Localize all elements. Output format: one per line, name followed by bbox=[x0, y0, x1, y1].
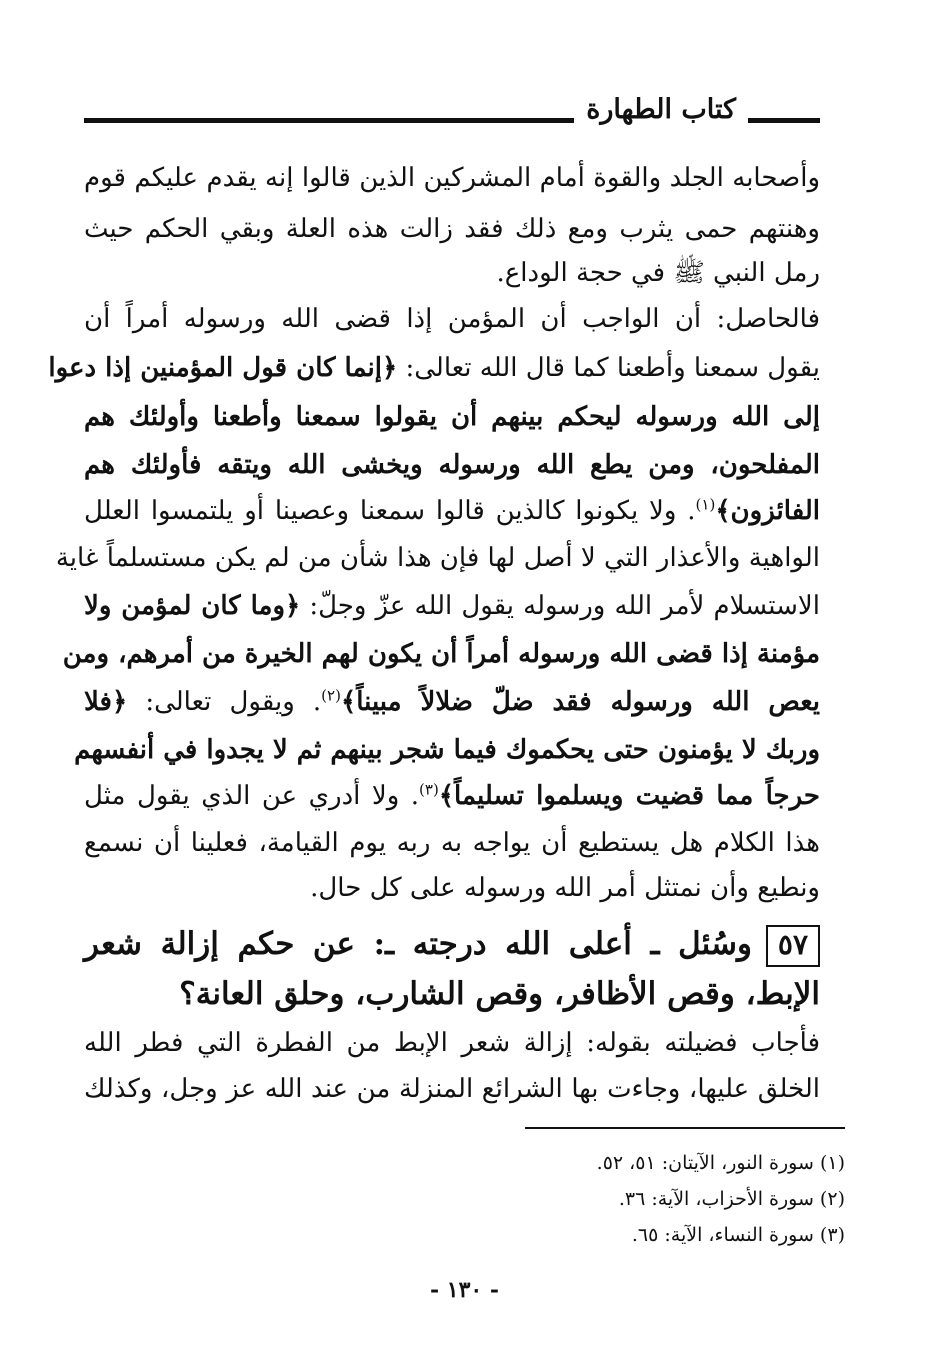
chapter-title: كتاب الطهارة bbox=[586, 94, 736, 125]
text-line: وأصحابه الجلد والقوة أمام المشركين الذين قالوا إنه يقدم عليكم قوم bbox=[84, 163, 820, 193]
text-line: وهنتهم حمى يثرب ومع ذلك فقد زالت هذه العلة وبقي الحكم حيث bbox=[84, 214, 820, 244]
header-rule-right bbox=[748, 118, 820, 123]
text-line: الواهية والأعذار التي لا أصل لها فإن هذا شأن من لم يكن مستسلماً غاية bbox=[55, 543, 820, 573]
text-line: ونطيع وأن نمتثل أمر الله ورسوله على كل حال. bbox=[310, 873, 820, 903]
quran-quote-line: المفلحون، ومن يطع الله ورسوله ويخشى الله ويتقه فأولئك هم bbox=[84, 450, 820, 480]
text-line: الفائزون﴾$^{(١)}$. ولا يكونوا كالذين قالوا سمعنا وعصينا أو يلتمسوا العلل bbox=[84, 495, 820, 526]
quran-quote: يعص الله ورسوله فقد ضلّ ضلالاً مبيناً﴾ bbox=[340, 687, 820, 717]
quran-quote: ﴿وما كان لمؤمن ولا bbox=[84, 591, 301, 621]
quran-quote-line: مؤمنة إذا قضى الله ورسوله أمراً أن يكون لهم الخيرة من أمرهم، ومن bbox=[62, 639, 820, 669]
quran-quote-line: وربك لا يؤمنون حتى يحكموك فيما شجر بينهم ثم لا يجدوا في أنفسهم bbox=[74, 735, 820, 765]
question-heading: ٥٧وسُئل ـ أعلى الله درجته ـ: عن حكم إزالة شعر bbox=[84, 913, 820, 975]
footnote: (١) سورة النور، الآيتان: ٥١، ٥٢. bbox=[596, 1152, 845, 1174]
footnote: (٣) سورة النساء، الآية: ٦٥. bbox=[631, 1224, 845, 1246]
quran-quote: حرجاً مما قضيت ويسلموا تسليماً﴾ bbox=[438, 781, 820, 811]
text-line: هذا الكلام هل يستطيع أن يواجه به ربه يوم القيامة، فعلينا أن نسمع bbox=[84, 828, 820, 858]
text-line: حرجاً مما قضيت ويسلموا تسليماً﴾$^{(٣)}$. ولا أدري عن الذي يقول مثل bbox=[84, 780, 820, 811]
text-line: رمل النبي ﷺ في حجة الوداع. bbox=[496, 258, 820, 288]
text-line: الاستسلام لأمر الله ورسوله يقول الله عزّ وجلّ: ﴿وما كان لمؤمن ولا bbox=[84, 591, 820, 621]
quran-quote: ﴿إنما كان قول المؤمنين إذا دعوا bbox=[48, 353, 398, 383]
footnote: (٢) سورة الأحزاب، الآية: ٣٦. bbox=[618, 1188, 845, 1210]
text-line: يقول سمعنا وأطعنا كما قال الله تعالى: ﴿إنما كان قول المؤمنين إذا دعوا bbox=[48, 353, 820, 383]
question-heading-cont: الإبط، وقص الأظافر، وقص الشارب، وحلق العانة؟ bbox=[179, 976, 820, 1012]
header-rule-left bbox=[84, 118, 574, 123]
page-number: - ١٣٠ - bbox=[429, 1277, 500, 1303]
quran-quote: الفائزون﴾ bbox=[715, 496, 820, 526]
quran-quote-line: إلى الله ورسوله ليحكم بينهم أن يقولوا سمعنا وأطعنا وأولئك هم bbox=[84, 402, 820, 432]
footnote-ref: (١) bbox=[695, 495, 716, 514]
footnote-ref: (٣) bbox=[419, 780, 439, 799]
question-number: ٥٧ bbox=[766, 925, 820, 967]
footnote-divider bbox=[525, 1127, 845, 1129]
running-header bbox=[84, 94, 820, 134]
text-line: يعص الله ورسوله فقد ضلّ ضلالاً مبيناً﴾$^{(٢)}$. ويقول تعالى: ﴿فلا bbox=[84, 686, 820, 717]
quran-quote: ﴿فلا bbox=[84, 687, 128, 717]
footnote-ref: (٢) bbox=[321, 686, 341, 705]
answer-line: الخلق عليها، وجاءت بها الشرائع المنزلة من عند الله عز وجل، وكذلك bbox=[84, 1074, 820, 1104]
text-line: فالحاصل: أن الواجب أن المؤمن إذا قضى الله ورسوله أمراً أن bbox=[84, 304, 820, 334]
answer-line: فأجاب فضيلته بقوله: إزالة شعر الإبط من الفطرة التي فطر الله bbox=[84, 1028, 820, 1058]
